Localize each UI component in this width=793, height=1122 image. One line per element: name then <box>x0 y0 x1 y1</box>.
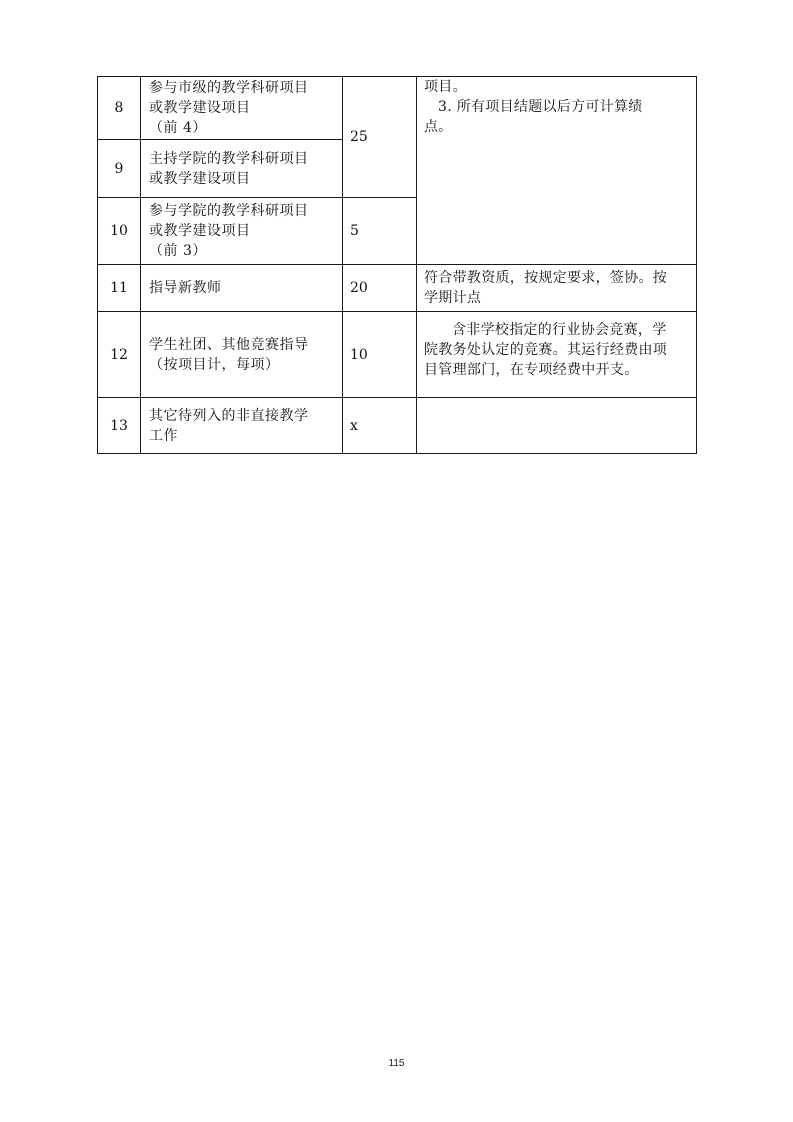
points-cell: x <box>343 398 417 454</box>
item-line: 学生社团、其他竞赛指导 <box>149 336 309 353</box>
row-number: 12 <box>98 312 141 398</box>
notes-line: 含非学校指定的行业协会竞赛，学 <box>452 322 667 338</box>
item-line: 或教学建设项目 <box>149 170 251 187</box>
item-description <box>141 312 343 398</box>
notes-line: 目管理部门，在专项经费中开支。 <box>424 362 639 378</box>
notes-cell <box>417 312 697 398</box>
item-description <box>141 265 343 312</box>
item-line: 参与市级的教学科研项目 <box>149 80 309 96</box>
row-number: 10 <box>98 198 141 265</box>
row-number: 13 <box>98 398 141 454</box>
notes-line: 符合带教资质，按规定要求，签协。按 <box>424 270 668 286</box>
points-cell: 5 <box>343 198 417 265</box>
points-cell: 20 <box>343 265 417 312</box>
notes-line: 学期计点 <box>424 290 482 306</box>
item-description <box>141 140 343 198</box>
notes-cell <box>417 265 697 312</box>
notes-cell <box>417 77 697 265</box>
row-number: 9 <box>98 140 141 198</box>
row-number: 11 <box>98 265 141 312</box>
notes-line: 院教务处认定的竞赛。其运行经费由项 <box>424 342 668 358</box>
item-line: 或教学建设项目 <box>149 223 251 239</box>
notes-line: 项目。 <box>424 79 467 95</box>
points-cell: 10 <box>343 312 417 398</box>
item-description <box>141 198 343 265</box>
item-line: （前 3） <box>149 243 207 259</box>
item-line: 参与学院的教学科研项目 <box>149 203 309 219</box>
notes-line: 3. 所有项目结题以后方可计算绩 <box>438 99 643 115</box>
item-line: （前 4） <box>149 120 207 136</box>
workload-points-table <box>97 76 697 454</box>
item-line: 其它待列入的非直接教学 <box>149 407 309 424</box>
table-row <box>98 398 697 454</box>
item-description <box>141 398 343 454</box>
notes-cell <box>417 398 697 454</box>
item-line: 主持学院的教学科研项目 <box>149 150 309 167</box>
item-description <box>141 77 343 140</box>
item-line: 工作 <box>149 427 178 444</box>
item-line: （按项目计，每项） <box>149 356 280 373</box>
item-line: 指导新教师 <box>149 280 222 296</box>
notes-line: 点。 <box>424 119 453 135</box>
table-row <box>98 312 697 398</box>
table-row <box>98 265 697 312</box>
item-line: 或教学建设项目 <box>149 100 251 116</box>
page-number: 115 <box>388 1058 405 1069</box>
row-number: 8 <box>98 77 141 140</box>
table-row <box>98 77 697 140</box>
points-cell: 25 <box>343 77 417 198</box>
